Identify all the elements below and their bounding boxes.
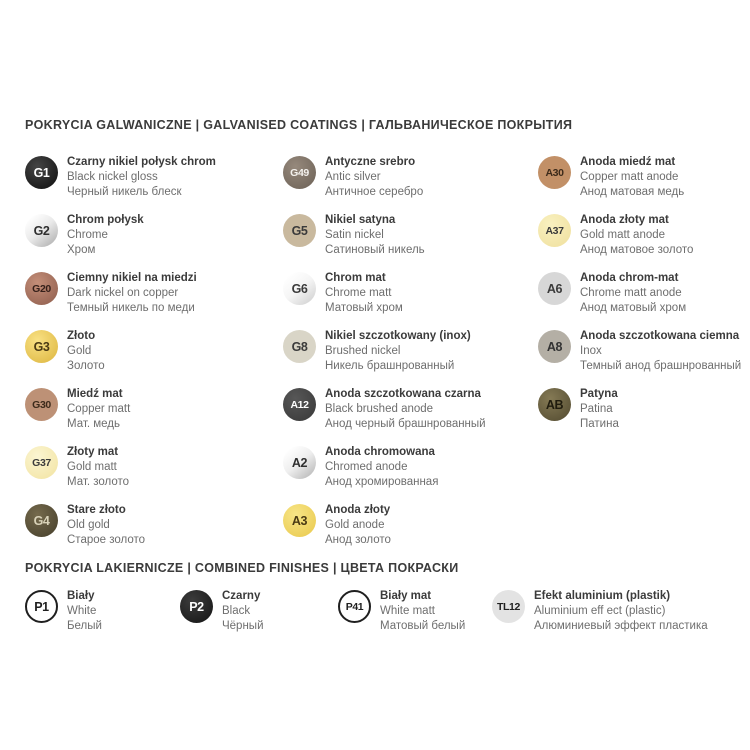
- lacquered-cell-4: [492, 589, 725, 647]
- finish-entry-g3: [25, 329, 283, 374]
- finish-label-ru: Чёрный: [222, 620, 264, 632]
- finish-label-pl: Nikiel szczotkowany (inox): [325, 330, 471, 342]
- finish-swatch-g37: G37: [25, 446, 58, 479]
- finish-label-en: White matt: [380, 605, 435, 617]
- finish-label-en: Gold anode: [325, 519, 385, 531]
- finish-label-en: Gold: [67, 345, 92, 357]
- finish-labels: [67, 271, 197, 316]
- finish-entry-g5: [283, 213, 538, 258]
- finish-label-pl: Stare złoto: [67, 504, 126, 516]
- finish-entry-ab: [538, 387, 725, 432]
- finish-label-ru: Мат. медь: [67, 418, 120, 430]
- finish-labels: [67, 155, 216, 200]
- finish-label-ru: Анод матовый хром: [580, 302, 687, 314]
- finish-label-en: Gold matt: [67, 461, 117, 473]
- finish-swatch-g4: G4: [25, 504, 58, 537]
- finish-swatch-p1: P1: [25, 590, 58, 623]
- finish-label-en: Old gold: [67, 519, 110, 531]
- finish-swatch-a2: A2: [283, 446, 316, 479]
- finish-label-en: Brushed nickel: [325, 345, 401, 357]
- finish-label-pl: Czarny: [222, 590, 261, 602]
- finish-label-pl: Anoda chrom-mat: [580, 272, 679, 284]
- finish-label-en: Gold matt anode: [580, 229, 666, 241]
- finish-labels: [67, 329, 105, 374]
- finish-label-ru: Матовый хром: [325, 302, 403, 314]
- finish-labels: [580, 271, 686, 316]
- finish-swatch-a12: A12: [283, 388, 316, 421]
- finish-label-pl: Miedź mat: [67, 388, 123, 400]
- finish-label-en: Aluminium eff ect (plastic): [534, 605, 666, 617]
- finish-entry-tl12: [492, 589, 725, 634]
- finish-label-ru: Античное серебро: [325, 186, 424, 198]
- finish-label-ru: Анод хромированная: [325, 476, 439, 488]
- finish-label-en: Chromed anode: [325, 461, 408, 473]
- finish-entry-g49: [283, 155, 538, 200]
- finish-labels: [325, 329, 471, 374]
- finish-entry-g20: [25, 271, 283, 316]
- finish-entry-g8: [283, 329, 538, 374]
- finish-swatch-g5: G5: [283, 214, 316, 247]
- finish-label-ru: Никель брашнрованный: [325, 360, 455, 372]
- finish-swatch-p2: P2: [180, 590, 213, 623]
- finish-label-pl: Patyna: [580, 388, 618, 400]
- finish-entry-g6: [283, 271, 538, 316]
- finish-swatch-a37: A37: [538, 214, 571, 247]
- finish-swatch-g1: G1: [25, 156, 58, 189]
- finish-labels: [222, 589, 264, 634]
- finish-entry-g30: [25, 387, 283, 432]
- lacquered-section-title: POKRYCIA LAKIERNICZE | COMBINED FINISHES | ЦВЕТА ПОКРАСКИ: [25, 561, 459, 575]
- finish-label-pl: Antyczne srebro: [325, 156, 416, 168]
- finish-swatch-g6: G6: [283, 272, 316, 305]
- finish-label-pl: Czarny nikiel połysk chrom: [67, 156, 216, 168]
- finish-entry-a30: [538, 155, 725, 200]
- finish-labels: [580, 387, 619, 432]
- finish-label-ru: Белый: [67, 620, 102, 632]
- finish-label-en: Chrome matt anode: [580, 287, 682, 299]
- lacquered-cell-3: [338, 589, 492, 647]
- finish-labels: [67, 445, 129, 490]
- finish-entry-a37: [538, 213, 725, 258]
- finish-swatch-a30: A30: [538, 156, 571, 189]
- finish-label-en: Black nickel gloss: [67, 171, 158, 183]
- finish-labels: [325, 503, 391, 548]
- finish-label-pl: Anoda szczotkowana ciemna: [580, 330, 740, 342]
- finish-labels: [325, 445, 438, 490]
- finish-swatch-g2: G2: [25, 214, 58, 247]
- finish-label-pl: Anoda chromowana: [325, 446, 435, 458]
- finish-entry-a6: [538, 271, 725, 316]
- finish-label-pl: Biały mat: [380, 590, 432, 602]
- finish-label-en: Black brushed anode: [325, 403, 434, 415]
- finish-labels: [580, 213, 693, 258]
- finish-swatch-a3: A3: [283, 504, 316, 537]
- finish-swatch-p41: P41: [338, 590, 371, 623]
- finish-label-en: Inox: [580, 345, 602, 357]
- finish-label-en: Patina: [580, 403, 613, 415]
- finish-swatch-tl12: TL12: [492, 590, 525, 623]
- finish-swatch-a8: A8: [538, 330, 571, 363]
- finish-labels: [67, 213, 144, 258]
- finish-entry-g2: [25, 213, 283, 258]
- finish-entry-a12: [283, 387, 538, 432]
- finish-label-pl: Anoda złoty mat: [580, 214, 669, 226]
- finish-label-pl: Anoda złoty: [325, 504, 391, 516]
- finish-labels: [67, 387, 130, 432]
- finish-labels: [325, 213, 425, 258]
- finish-entry-g1: [25, 155, 283, 200]
- finish-label-en: Copper matt: [67, 403, 131, 415]
- finish-labels: [67, 503, 145, 548]
- finish-label-en: Antic silver: [325, 171, 381, 183]
- finish-label-en: Chrome: [67, 229, 108, 241]
- finish-entry-p41: [338, 589, 492, 634]
- finish-labels: [67, 589, 102, 634]
- galvanised-column-1: [25, 155, 283, 561]
- finish-label-pl: Anoda szczotkowana czarna: [325, 388, 481, 400]
- galvanised-section-title: POKRYCIA GALWANICZNE | GALVANISED COATINGS | ГАЛЬВАНИЧЕСКОЕ ПОКРЫТИЯ: [25, 118, 573, 132]
- finish-label-pl: Złoty mat: [67, 446, 119, 458]
- finish-label-ru: Темный никель по меди: [67, 302, 195, 314]
- finish-entry-a2: [283, 445, 538, 490]
- finish-swatch-g49: G49: [283, 156, 316, 189]
- finish-labels: [325, 155, 423, 200]
- finish-label-ru: Золото: [67, 360, 105, 372]
- finish-entry-g37: [25, 445, 283, 490]
- finish-label-en: Dark nickel on copper: [67, 287, 179, 299]
- finish-entry-a8: [538, 329, 742, 374]
- finish-label-pl: Chrom połysk: [67, 214, 144, 226]
- finish-label-en: White: [67, 605, 97, 617]
- finish-label-pl: Ciemny nikiel na miedzi: [67, 272, 197, 284]
- finish-label-pl: Złoto: [67, 330, 96, 342]
- finish-label-ru: Хром: [67, 244, 96, 256]
- finish-labels: [325, 387, 486, 432]
- galvanised-grid: [25, 155, 742, 561]
- finish-swatch-g20: G20: [25, 272, 58, 305]
- finish-labels: [380, 589, 465, 634]
- lacquered-cell-2: [180, 589, 338, 647]
- finish-label-en: Chrome matt: [325, 287, 392, 299]
- finish-label-ru: Патина: [580, 418, 619, 430]
- finish-entry-a3: [283, 503, 538, 548]
- finish-labels: [534, 589, 708, 634]
- finish-entry-p1: [25, 589, 180, 634]
- finish-label-pl: Anoda miedź mat: [580, 156, 676, 168]
- finish-label-ru: Анод матовое золото: [580, 244, 694, 256]
- finish-label-ru: Анод золото: [325, 534, 391, 546]
- finish-label-pl: Biały: [67, 590, 95, 602]
- finish-swatch-g3: G3: [25, 330, 58, 363]
- finish-label-pl: Chrom mat: [325, 272, 386, 284]
- finish-label-ru: Сатиновый никель: [325, 244, 425, 256]
- finish-label-pl: Nikiel satyna: [325, 214, 396, 226]
- finish-label-ru: Старое золото: [67, 534, 146, 546]
- finish-swatch-a6: A6: [538, 272, 571, 305]
- galvanised-column-3: [538, 155, 742, 445]
- finish-label-en: Black: [222, 605, 251, 617]
- finish-label-ru: Мат. золото: [67, 476, 130, 488]
- finish-label-ru: Алюминиевый эффект пластика: [534, 620, 708, 632]
- finish-label-en: Copper matt anode: [580, 171, 679, 183]
- lacquered-cell-1: [25, 589, 180, 647]
- finish-labels: [580, 329, 741, 374]
- finish-entry-g4: [25, 503, 283, 548]
- finish-labels: [580, 155, 684, 200]
- finish-label-ru: Черный никель блеск: [67, 186, 182, 198]
- finish-label-ru: Анод черный брашнрованный: [325, 418, 486, 430]
- finish-label-ru: Темный анод брашнрованный: [580, 360, 742, 372]
- finish-label-pl: Efekt aluminium (plastik): [534, 590, 671, 602]
- finish-label-ru: Матовый белый: [380, 620, 466, 632]
- finish-label-ru: Анод матовая медь: [580, 186, 685, 198]
- lacquered-grid: [25, 589, 725, 647]
- finish-label-en: Satin nickel: [325, 229, 384, 241]
- finish-labels: [325, 271, 403, 316]
- finish-swatch-g8: G8: [283, 330, 316, 363]
- finish-swatch-g30: G30: [25, 388, 58, 421]
- finish-entry-p2: [180, 589, 338, 634]
- finish-swatch-ab: AB: [538, 388, 571, 421]
- galvanised-column-2: [283, 155, 538, 561]
